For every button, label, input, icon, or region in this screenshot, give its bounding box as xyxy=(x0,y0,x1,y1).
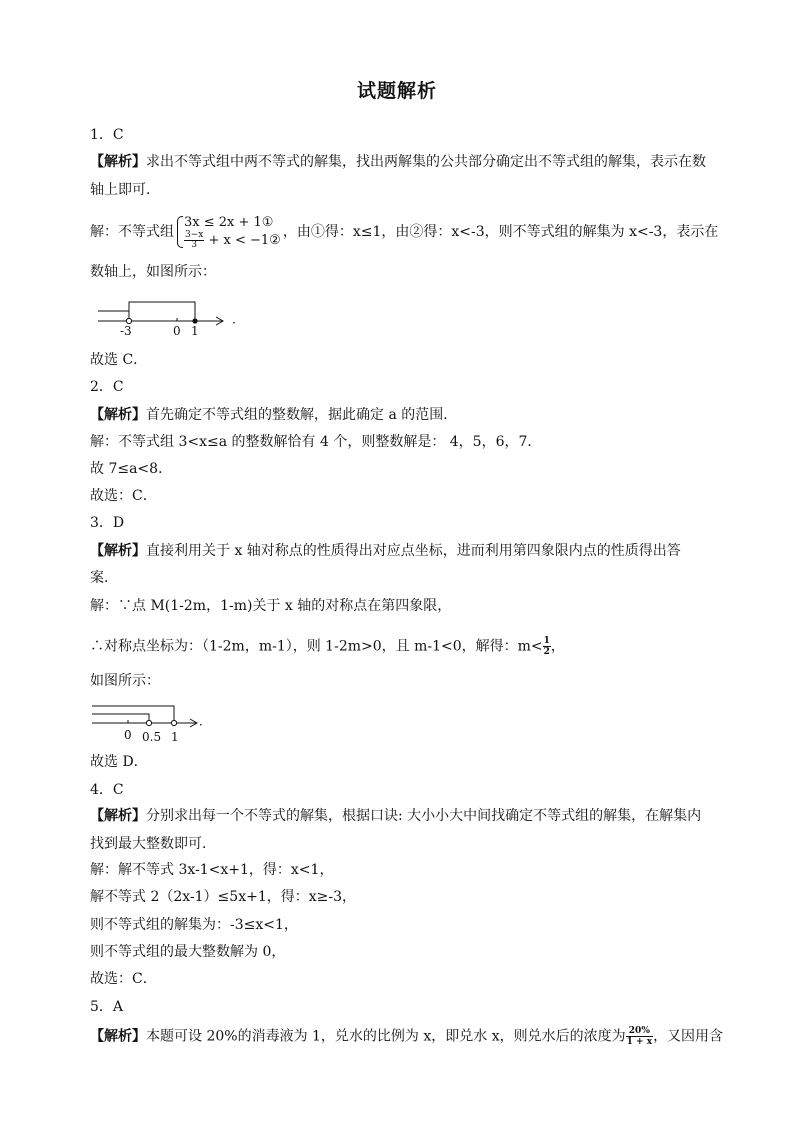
page-title: 试题解析 xyxy=(356,80,437,102)
fraction-numerator: 1 xyxy=(543,636,550,646)
analysis-tag: 【解析】 xyxy=(90,808,146,824)
fraction-one-half xyxy=(543,636,551,657)
figure-period: ． xyxy=(232,312,245,326)
axis-label-1: 1 xyxy=(171,730,179,744)
fraction-numerator: 3−x xyxy=(185,230,204,240)
system-fraction xyxy=(184,231,204,250)
q3-answer: 3．D xyxy=(90,515,125,531)
q4-solution-3: 则不等式组的解集为：-3≤x<1， xyxy=(90,917,298,933)
inequality-1-ray xyxy=(92,714,149,723)
q5-analysis xyxy=(90,1026,723,1047)
fraction-numerator: 20% xyxy=(626,1026,653,1037)
q2-answer: 2．C xyxy=(90,379,124,395)
q2-choice: 故选：C． xyxy=(90,488,157,504)
fraction-denominator: 3 xyxy=(191,240,198,250)
q5-answer: 5．A xyxy=(90,999,124,1015)
system-row-2 xyxy=(184,231,281,250)
axis-label-1: 1 xyxy=(191,324,199,338)
q4-solution-1: 解：解不等式 3x-1<x+1，得：x<1， xyxy=(90,862,334,878)
q1-analysis-text: 求出不等式组中两不等式的解集，找出两解集的公共部分确定出不等式组的解集，表示在数 xyxy=(146,154,706,170)
q3-analysis-line2: 案． xyxy=(90,570,118,586)
q3-analysis-text: 直接利用关于 x 轴对称点的性质得出对应点坐标，进而利用第四象限内点的性质得出答 xyxy=(146,543,681,559)
q1-analysis-line1 xyxy=(90,152,706,172)
axis-label-0: 0 xyxy=(173,324,181,338)
axis-label-0: 0 xyxy=(124,728,132,742)
q4-solution-2: 解不等式 2（2x-1）≤5x+1，得：x≥-3， xyxy=(90,889,356,905)
figure-period: ． xyxy=(199,714,212,728)
analysis-tag: 【解析】 xyxy=(90,543,146,559)
closed-point xyxy=(192,318,197,323)
analysis-tag: 【解析】 xyxy=(90,407,146,423)
open-point-one xyxy=(171,720,176,725)
q3-solution-1: 解：∵点 M(1-2m，1-m)关于 x 轴的对称点在第四象限， xyxy=(90,598,452,614)
q2-solution-1: 解：不等式组 3<x≤a 的整数解恰有 4 个，则整数解是： 4，5，6，7． xyxy=(90,434,542,450)
q3-analysis-line1 xyxy=(90,541,681,561)
q1-answer: 1．C xyxy=(90,127,124,143)
q1-number-line-figure xyxy=(92,292,252,342)
q5-analysis-post: ，又因用含 xyxy=(653,1028,724,1045)
q3-sol-2-text: ∴对称点坐标为：（1-2m，m-1），则 1-2m>0，且 m-1<0，解得：m< xyxy=(90,638,543,655)
q1-sol-prefix: 解：不等式组 xyxy=(90,224,174,240)
open-point-half xyxy=(146,720,151,725)
q4-analysis-line2: 找到最大整数即可． xyxy=(90,836,216,852)
q2-analysis-text: 首先确定不等式组的整数解，据此确定 a 的范围． xyxy=(146,407,458,423)
inequality-system xyxy=(176,214,281,250)
q2-solution-2: 故 7≤a<8． xyxy=(90,461,173,477)
q4-solution-4: 则不等式组的最大整数解为 0， xyxy=(90,944,286,960)
q2-analysis xyxy=(90,405,457,425)
fraction-denominator: 2 xyxy=(543,647,550,657)
q4-choice: 故选：C． xyxy=(90,971,157,987)
inequality-1-bracket xyxy=(129,302,195,321)
q1-sol-rest: ，由①得：x≤1，由②得：x<-3，则不等式组的解集为 x<-3，表示在 xyxy=(282,224,719,240)
open-point xyxy=(126,318,131,323)
q1-solution-line1 xyxy=(90,210,718,254)
q4-analysis-line1 xyxy=(90,806,701,826)
q4-answer: 4．C xyxy=(90,782,124,798)
q3-sol-2-post: ， xyxy=(550,638,565,655)
axis-label-neg3: -3 xyxy=(120,324,132,338)
q3-number-line-figure xyxy=(88,696,218,746)
system-row-2-rest: + x < −1② xyxy=(208,233,281,248)
concentration-fraction xyxy=(626,1026,653,1047)
axis-label-0-5: 0.5 xyxy=(142,730,162,744)
analysis-tag: 【解析】 xyxy=(90,1028,146,1045)
q1-solution-line2: 数轴上，如图所示： xyxy=(90,264,216,280)
q3-figure-caption: 如图所示： xyxy=(90,673,160,689)
fraction-denominator: 1 + x xyxy=(626,1037,653,1047)
q5-analysis-text: 本题可设 20%的消毒液为 1，兑水的比例为 x，即兑水 x，则兑水后的浓度为 xyxy=(146,1028,626,1045)
q4-analysis-text: 分别求出每一个不等式的解集，根据口诀: 大小小大中间找确定不等式组的解集，在解集内 xyxy=(146,808,702,824)
q3-choice: 故选 D． xyxy=(90,754,148,770)
solution-ray xyxy=(98,311,129,321)
analysis-tag: 【解析】 xyxy=(90,154,146,170)
system-row-1: 3x ≤ 2x + 1① xyxy=(184,215,274,230)
q1-analysis-line2: 轴上即可． xyxy=(90,182,160,198)
q1-choice: 故选 C． xyxy=(90,352,148,368)
q3-solution-2 xyxy=(90,636,565,657)
